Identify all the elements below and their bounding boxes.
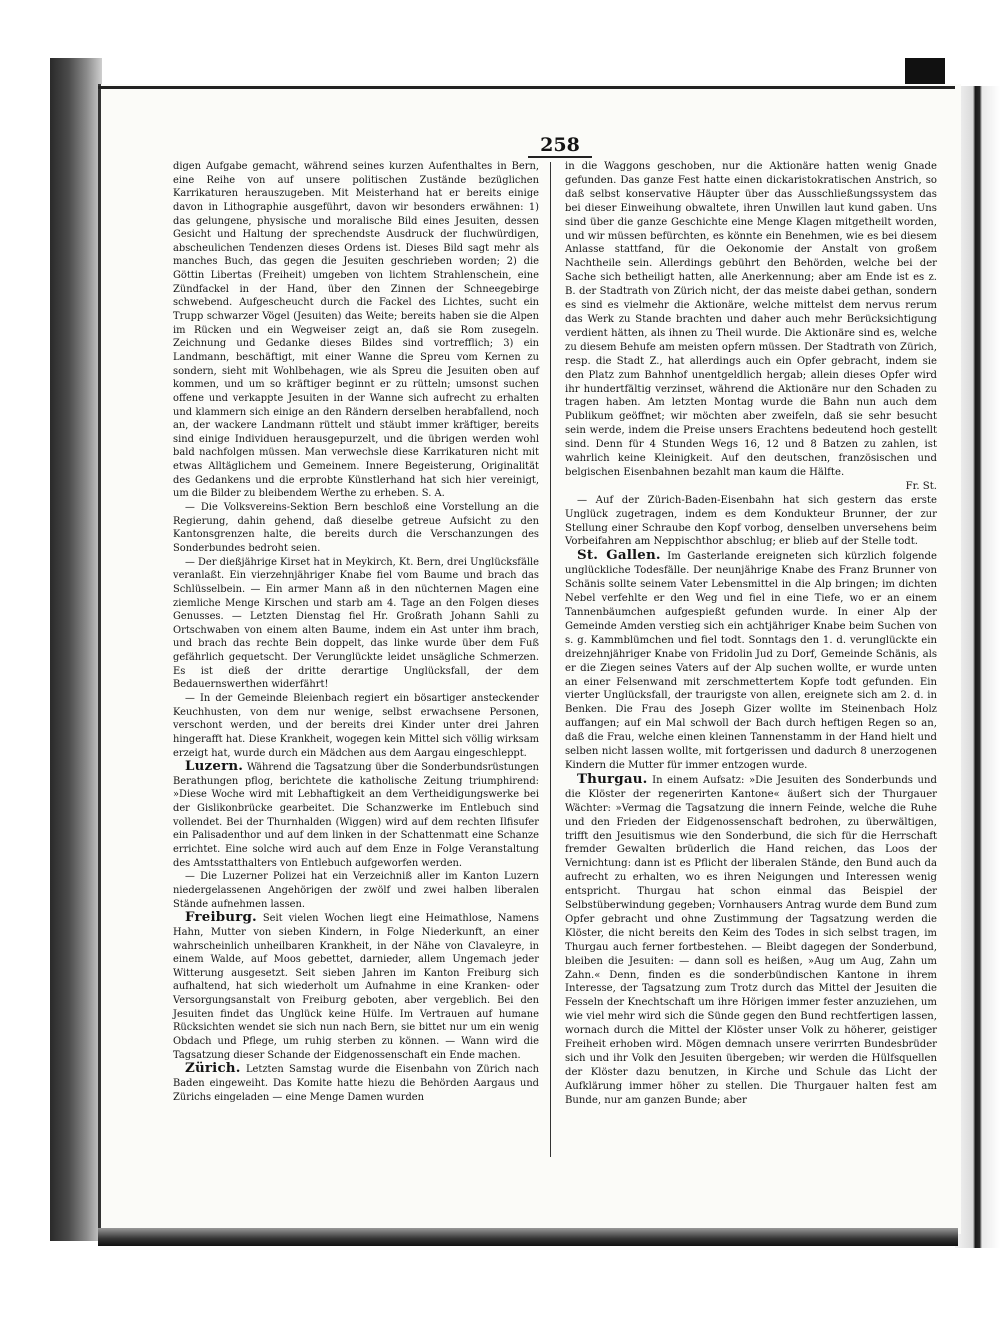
- article-paragraph: [565, 160, 937, 494]
- article-paragraph: [565, 494, 937, 550]
- paragraph-text: Letzten Samstag wurde die Eisenbahn von Zürich nach Baden eingeweiht. Das Komite hatte hiezu die Behörden Aargaus und Zürichs eingeladen — eine Menge Damen wurden: [173, 1064, 539, 1103]
- section-heading: Zürich.: [185, 1060, 241, 1077]
- paragraph-text: — In der Gemeinde Bleienbach regiert ein bösartiger ansteckender Keuchhusten, von dem nur wenige, selbst erwachsene Personen, verschont werden, und der bereits drei Kinder unter drei Jahren hingerafft hat. Diese Krankheit, wogegen kein Mittel sich völlig wirksam erzeigt hat, wurde durch ein Mädchen aus dem Aargau eingeschleppt.: [173, 692, 539, 759]
- left-column: [173, 160, 539, 1104]
- section-heading: Freiburg.: [185, 909, 257, 926]
- article-paragraph: [173, 760, 539, 870]
- section-heading: Thurgau.: [577, 770, 648, 787]
- article-paragraph: [173, 556, 539, 692]
- paragraph-text: — Auf der Zürich-Baden-Eisenbahn hat sich gestern das erste Unglück zugetragen, indem es dem Kondukteur Brunner, der zur Stellung einer Schraube den Kopf vorbog, denselben unversehens beim Vorbeifahren am Neppischthor abschlug; er blieb auf der Stelle todt.: [565, 494, 937, 548]
- article-paragraph: [173, 692, 539, 760]
- book-edge-right: [955, 86, 1000, 1248]
- paragraph-text: In einem Aufsatz: »Die Jesuiten des Sonderbunds und die Klöster der regenerirten Kantone« äußert sich der Thurgauer Wächter: »Vermag die Tagsatzung die innern Feinde, welche die Ruhe und den Frieden der Eidgenossenschaft bedrohen, zu überwältigen, trifft den Jesuitismus wie den Sonderbund, die sich für die Herrschaft fremder Gewalten brüderlich die Hand reichen, das Loos der Vernichtung: dann ist es Pflicht der liberalen Stände, den Bund auch da aufrecht zu erhalten, wo es ihren Neigungen und Interessen wenig entspricht. Thurgau hat schon einmal das Beispiel der Selbstüberwindung gegeben; Vornhausers Antrag wurde dem Bund zum Opfer gebracht und ohne Zustimmung der Tagsatzung werden die Klöster, die nicht bereits den Keim des Todes in sich selbst tragen, im Thurgau auch ferner fortbestehen. — Bleibt dagegen der Sonderbund, bleiben die Jesuiten: — dann soll es heißen, »Aug um Aug, Zahn um Zahn.« Denn, finden es die sonderbündischen Kantone in ihrem Interesse, der Tagsatzung zum Trotz durch das Mittel der Jesuiten die Fesseln der Knechtschaft um ihre Hörigen immer fester anzuziehen, um wie viel mehr wird sich die Sünde gegen den Bund rechtfertigen lassen, wornach durch die Mittel der Klöster unser Volk zu höherer, geistiger Freiheit erhoben wird. Mögen demnach unsere verirrten Bundesbrüder sich und ihr Volk den Jesuiten übergeben; wir werden die Hülfsquellen der Klöster dazu benutzen, in Kirche und Schule das Licht der Aufklärung immer höher zu stellen. Die Thurgauer halten fest am Bunde, nur am ganzen Bunde; aber: [565, 774, 937, 1106]
- article-paragraph: [173, 911, 539, 1062]
- paragraph-text: Seit vielen Wochen liegt eine Heimathlose, Namens Hahn, Mutter von sieben Kindern, in Folge Niederkunft, an einer wahrscheinlich unheilbaren Krankheit, in der Nähe von Clavaleyre, in einem Walde, auf Moos gebettet, darnieder, allem Ungemach jeder Witterung ausgesetzt. Seit sieben Jahren im Kanton Freiburg sich aufhaltend, hat sich wiederholt um Aufnahme in eine Kranken- oder Versorgungsanstalt von Freiburg geboten, aber vergeblich. Bei den Jesuiten findet das Unglück keine Hülfe. Im Vertrauen auf humane Rücksichten wendet sie sich nun nach Bern, sie bittet nur um ein wenig Obdach und Pflege, um ruhig sterben zu können. — Wann wird die Tagsatzung dieser Schande der Eidgenossenschaft ein Ende machen.: [173, 913, 540, 1061]
- top-rule: [98, 86, 955, 89]
- article-paragraph: [173, 1062, 539, 1104]
- paragraph-text: in die Waggons geschoben, nur die Aktionäre hatten wenig Gnade gefunden. Das ganze Fest hatte einen dickaristokratischen Anstrich, so daß selbst konservative Häupter über das Ausschließungssystem das bei dieser Einweihung obwaltete, ihren Unwillen laut kund gaben. Uns sind über die ganze Geschichte eine Menge Klagen mitgetheilt worden, und wir müssen befürchten, es könnte ein Benehmen, wie es bei diesem Anlasse stattfand, für die Oekonomie der Anstalt von großem Nachtheile sein. Allerdings gebührt den Behörden, welche bei der Sache sich betheiligt hatten, alle Anerkennung; aber am Ende ist es z. B. der Stadtrath von Zürich nicht, der das meiste dabei gethan, sondern es sind es vielmehr die Aktionäre, welche mittelst dem nervus rerum das Werk zu Stande brachten und daher auch mehr Berücksichtigung verdient hätten, als ihnen zu Theil wurde. Die Aktionäre sind es, welche zu diesem Behufe am meisten opfern müssen. Der Stadtrath von Zürich, resp. die Stadt Z., hat allerdings auch ein Opfer gebracht, indem sie den Platz zum Bahnhof unentgeldlich hergab; allein dieses Opfer wird ihr hundertfältig verzinset, während die Aktionäre nur den Schaden zu tragen haben. Am letzten Montag wurde die Bahn nun auch dem Publikum geöffnet; wir möchten aber zweifeln, daß sie sehr besucht sein werde, indem die Preise unsers Erachtens bedeutend hoch gestellt sind. Denn für 4 Stunden Wegs 16, 12 und 8 Batzen zu zahlen, ist wahrlich keine Kleinigkeit. Auf den deutschen, französischen und belgischen Eisenbahnen bezahlt man kaum die Hälfte.: [565, 161, 937, 478]
- article-paragraph: [565, 549, 937, 773]
- page-number-rule: [528, 156, 592, 158]
- paragraph-text: — Die Luzerner Polizei hat ein Verzeichniß aller im Kanton Luzern niedergelassenen Angehörigen der zwölf und zwei halben liberalen Stände aufnehmen lassen.: [173, 871, 539, 910]
- paragraph-text: — Der dießjährige Kirset hat in Meykirch, Kt. Bern, drei Unglücksfälle veranlaßt. Ein vierzehnjähriger Knabe fiel vom Baume und brach das Schlüsselbein. — Ein armer Mann aß in den nüchternen Magen eine ziemliche Menge Kirschen und starb am 4. Tage an den Folgen dieses Genusses. — Letzten Dienstag fiel Hr. Großrath Johann Sahli zu Ortschwaben von einem alten Baume, indem ein Ast unter ihm brach, und brach das rechte Bein doppelt, das linke wurde über dem Fuß gefährlich gequetscht. Der Verunglückte leidet unsägliche Schmerzen. Es ist dieß der dritte derartige Unglücksfall, der dem Bedauernswerthen widerfährt!: [173, 556, 539, 691]
- article-paragraph: [173, 501, 539, 556]
- author-signature: Fr. St.: [905, 480, 937, 492]
- section-heading: St. Gallen.: [577, 547, 661, 564]
- page-bottom-shadow: [98, 1228, 958, 1246]
- paragraph-text: Während die Tagsatzung über die Sonderbundsrüstungen Berathungen pflog, berichtete die katholische Zeitung triumphirend: »Diese Woche wird mit Lebhaftigkeit an dem Vertheidigungswerke bei der Gislikonbrücke gearbeitet. Die Schanzwerke im Entlebuch sind vollendet. Bei der Thurnhalden (Wiggen) wird auf dem rechten Ilfisufer ein Palisadenthor und auf dem linken in der Schattenmatt eine Schanze errichtet. Eine solche wird auch auf dem Enze in Folge Veranstaltung des Amtsstatthalters von Entlebuch aufgeworfen werden.: [173, 762, 539, 869]
- paragraph-text: — Die Volksvereins-Sektion Bern beschloß eine Vorstellung an die Regierung, dahin gehend, daß dieselbe getreue Aufsicht zu den Kantonsgrenzen halte, die bereits durch die Verschanzungen des Sonderbundes bedroht seien.: [173, 502, 539, 554]
- binding-shadow-left: [50, 58, 102, 1241]
- section-heading: Luzern.: [185, 758, 244, 775]
- column-divider: [550, 162, 551, 1157]
- paragraph-text: Im Gasterlande ereigneten sich kürzlich folgende unglückliche Todesfälle. Der neunjährige Knabe des Franz Brunner von Schänis sollte seinem Vater Lebensmittel in die Alp bringen; im dichten Nebel verfehlte er den Weg und fiel in eine Tiefe, wo er an einem Tannenbäumchen aufgespießt gefunden wurde. In einer Alp der Gemeinde Amden verstieg sich ein achtjähriger Knabe beim Suchen von s. g. Kammblümchen und fiel todt. Sonntags den 1. d. verunglückte ein dreizehnjähriger Knabe von Fridolin Jud zu Dorf, Gemeinde Schänis, als er die Ziegen seines Vaters auf der Alp suchen wollte, er wurde unten an einer Felsenwand mit zerschmettertem Kopfe todt gefunden. Ein vierter Unglücksfall, der traurigste von allen, ereignete sich am 2. d. in Benken. Die Frau des Joseph Gizer wollte im Steinenbach Holz auffangen; auf ein Mal schwoll der Bach durch heftigen Regen so an, daß die Frau, welche einen kleinen Tannenstamm in der Hand hielt und selben nicht lassen wollte, mit fortgerissen und dadurch 8 unerzogenen Kindern die Mutter für immer entzogen wurde.: [565, 551, 937, 771]
- page-number: 258: [540, 134, 580, 156]
- article-paragraph: [173, 870, 539, 911]
- article-paragraph: [565, 770, 937, 1108]
- right-column: [565, 160, 937, 1108]
- article-paragraph: [173, 160, 539, 501]
- paragraph-text: digen Aufgabe gemacht, während seines kurzen Aufenthaltes in Bern, eine Reihe von auf unsere politischen Zustände bezüglichen Karrikaturen herauszugeben. Mit Meisterhand hat er bereits einige davon in Lithographie ausgeführt, davon wir besonders erwähnen: 1) das gelungene, physische und moralische Bild eines Jesuiten, dessen Gesicht und Haltung der sprechendste Ausdruck der fluchwürdigen, abscheulichen Tendenzen dieses Ordens ist. Dieses Bild sagt mehr als manches Buch, das gegen die Jesuiten geschrieben worden; 2) die Göttin Libertas (Freiheit) umgeben von lichtem Strahlenschein, eine Zündfackel in der Hand, über den Zinnen der Schneegebirge schwebend. Aufgescheucht durch die Fackel des Lichtes, sucht ein Trupp schwarzer Vögel (Jesuiten) das Weite; bereits haben sie die Alpen im Rücken und ein Wegweiser zeigt an, daß sie Rom zusegeln. Zeichnung und Gedanke dieses Bildes sind vortrefflich; 3) ein Landmann, beschäftigt, mit einer Wanne die Spreu vom Kernen zu sondern, sieht mit Wohlbehagen, wie als Spreu die Jesuiten oben auf kommen, und um so kräftiger beginnt er zu rütteln; umsonst suchen offene und verkappte Jesuiten in der Wanne sich aufrecht zu erhalten und klammern sich einige an den Rändern derselben herabfallend, noch an, der wackere Landmann rüttelt und stäubt immer kräftiger, bereits sind einige Individuen herausgepurzelt, und die übrigen werden wohl bald nachfolgen müssen. Man verwechsle diese Karrikaturen nicht mit etwas Alltäglichem und Gemeinem. Innere Begeisterung, Originalität des Gedankens und die erprobte Künstlerhand hat sich hier vereinigt, um die Bilder zu bleibendem Werthe zu erheben. S. A.: [173, 161, 539, 500]
